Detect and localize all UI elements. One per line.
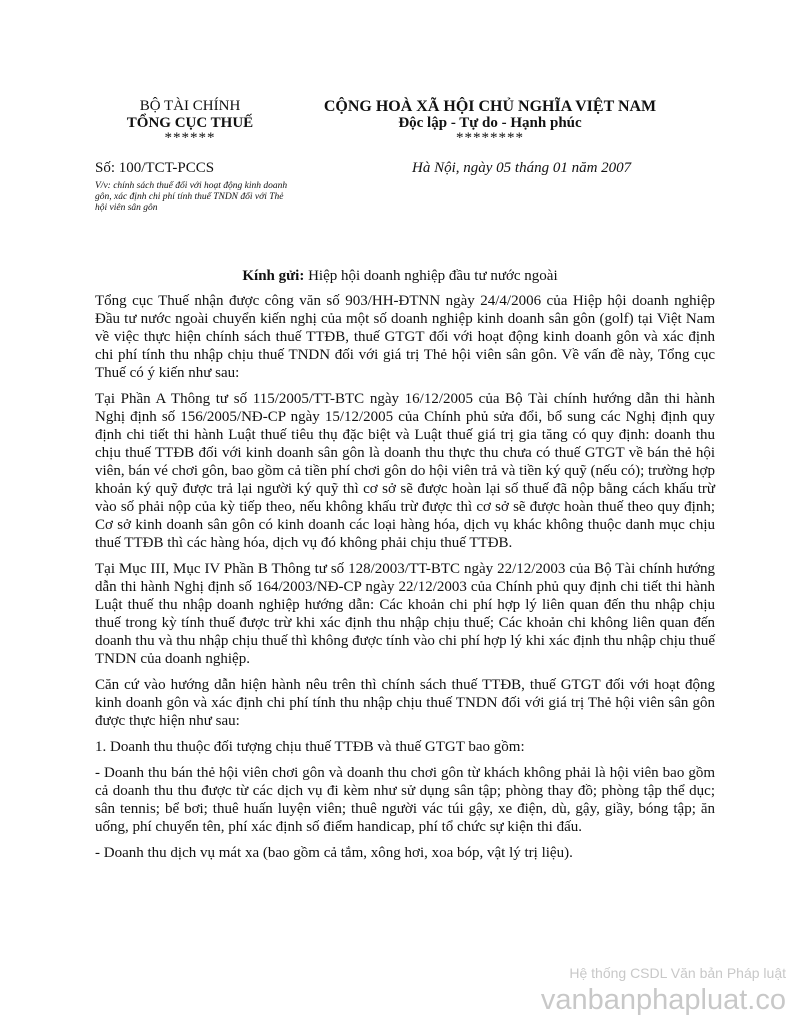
issuer-block <box>100 98 280 145</box>
document-number: Số: 100/TCT-PCCS <box>95 160 215 176</box>
issuer-department: TỔNG CỤC THUẾ <box>126 115 254 131</box>
paragraph: - Doanh thu bán thẻ hội viên chơi gôn và doanh thu chơi gôn từ khách không phải là hội viên bao gồm cả doanh thu thu được từ các dịch vụ đi kèm như sử dụng sân tập; phòng thay đồ; phòng tập thể dục; sân tennis; bể bơi; thuê huấn luyện viên; thuê người vác túi gậy, xe điện, dù, gậy, giầy, bóng tập; ăn uống, phí chuyển tên, phí xác định số điểm handicap, phí tổ chức sự kiện thi đấu. <box>95 765 715 835</box>
national-motto: Độc lập - Tự do - Hạnh phúc <box>398 115 582 131</box>
paragraph: Tại Phần A Thông tư số 115/2005/TT-BTC ngày 16/12/2005 của Bộ Tài chính hướng dẫn thi hành Nghị định số 156/2005/NĐ-CP ngày 15/12/2005 của Chính phủ sửa đổi, bổ sung các Nghị định quy định chi tiết thi hành Luật thuế tiêu thụ đặc biệt và Luật thuế giá trị gia tăng có quy định: doanh thu chịu thuế TTĐB đối với kinh doanh sân gôn là doanh thu thực thu chưa có thuế GTGT về bán thẻ hội viên, bán vé chơi gôn, bao gồm cả tiền phí chơi gôn do hội viên trả và tiền ký quỹ (nếu có); trường hợp khoản ký quỹ được trả lại người ký quỹ thì cơ sở sẽ được hoàn lại số thuế đã nộp bằng cách khấu trừ vào số phải nộp của kỳ tiếp theo, nếu không khấu trừ được thì cơ sở sẽ được hoàn thuế theo quy định; Cơ sở kinh doanh sân gôn có kinh doanh các loại hàng hóa, dịch vụ khác không thuộc danh mục chịu thuế TTĐB thì các hàng hóa, dịch vụ đó không phải chịu thuế TTĐB. <box>95 391 715 551</box>
document-subject: V/v: chính sách thuế đối với hoạt động kinh doanh gôn, xác định chi phí tính thuế TNDN đối với Thẻ hội viên sân gôn <box>95 181 288 213</box>
watermark-site: vanbanphapluat.co <box>540 984 786 1016</box>
watermark <box>541 964 786 1018</box>
motto-stars: ******** <box>456 130 524 146</box>
national-title: CỘNG HOÀ XÃ HỘI CHỦ NGHĨA VIỆT NAM <box>323 98 657 115</box>
issuer-stars: ****** <box>164 130 216 146</box>
paragraph: 1. Doanh thu thuộc đối tượng chịu thuế TTĐB và thuế GTGT bao gồm: <box>95 739 525 755</box>
recipient-name: Hiệp hội doanh nghiệp đầu tư nước ngoài <box>304 268 558 284</box>
national-heading <box>280 98 700 145</box>
paragraph: - Doanh thu dịch vụ mát xa (bao gồm cả tắm, xông hơi, xoa bóp, vật lý trị liệu). <box>95 845 573 861</box>
paragraph: Tại Mục III, Mục IV Phần B Thông tư số 128/2003/TT-BTC ngày 22/12/2003 của Bộ Tài chính hướng dẫn thi hành Nghị định số 164/2003/NĐ-CP ngày 22/12/2003 của Chính phủ quy định chi tiết thi hành Luật thuế thu nhập doanh nghiệp hướng dẫn: Các khoản chi phí hợp lý liên quan đến thu nhập chịu thuế trong kỳ tính thuế được trừ khi xác định thu nhập chịu thuế; Các khoản chi không liên quan đến doanh thu và thu nhập chịu thuế thì không được tính vào chi phí hợp lý khi xác định thu nhập chịu thuế TNDN của doanh nghiệp. <box>95 561 715 667</box>
issuer-ministry: BỘ TÀI CHÍNH <box>139 98 241 114</box>
paragraph: Căn cứ vào hướng dẫn hiện hành nêu trên thì chính sách thuế TTĐB, thuế GTGT đối với hoạt động kinh doanh gôn và xác định chi phí tính thu nhập chịu thuế TNDN đối với giá trị Thẻ hội viên sân gôn được thực hiện như sau: <box>95 677 715 729</box>
paragraph: Tổng cục Thuế nhận được công văn số 903/HH-ĐTNN ngày 24/4/2006 của Hiệp hội doanh nghiệp Đầu tư nước ngoài chuyển kiến nghị của một số doanh nghiệp kinh doanh sân gôn (golf) tại Việt Nam về việc thực hiện chính sách thuế TTĐB, thuế GTGT đối với hoạt động kinh doanh gôn và xác định chi phí tính thu nhập chịu thuế TNDN đối với giá trị Thẻ hội viên sân gôn. Về vấn đề này, Tổng cục Thuế có ý kiến như sau: <box>95 293 715 381</box>
recipient-label: Kính gửi: <box>242 268 305 284</box>
document-body <box>95 292 715 870</box>
watermark-caption: Hệ thống CSDL Văn bản Pháp luật <box>569 965 786 981</box>
recipient-line <box>0 268 800 285</box>
place-date: Hà Nội, ngày 05 tháng 01 năm 2007 <box>412 160 632 176</box>
